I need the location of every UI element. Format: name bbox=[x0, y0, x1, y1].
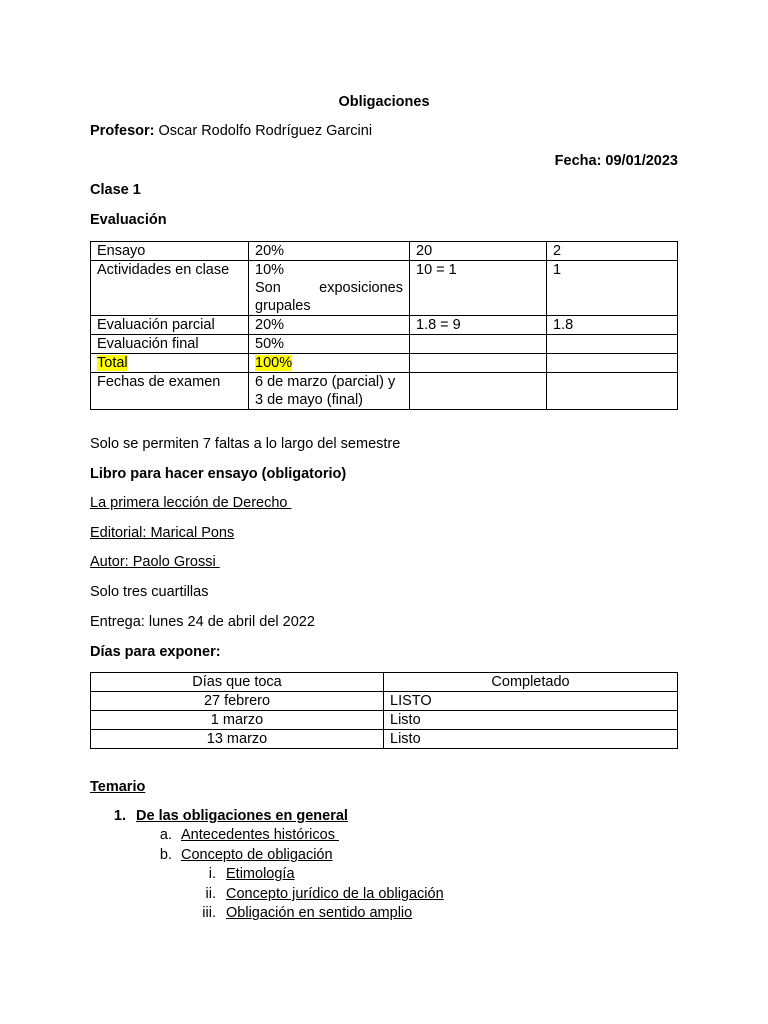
table-row bbox=[91, 335, 678, 354]
total-label: Total bbox=[97, 355, 128, 371]
evaluation-heading: Evaluación bbox=[90, 212, 167, 228]
list-item-text: Concepto de obligación bbox=[181, 847, 333, 863]
table-row bbox=[91, 354, 678, 373]
book-author: Autor: Paolo Grossi bbox=[90, 554, 220, 570]
table-cell: 6 de marzo (parcial) y 3 de mayo (final) bbox=[249, 373, 410, 410]
class-heading: Clase 1 bbox=[90, 182, 141, 198]
table-cell: 1 bbox=[547, 261, 678, 316]
table-cell: 1 marzo bbox=[91, 711, 384, 730]
table-cell: 27 febrero bbox=[91, 692, 384, 711]
list-item-text: Antecedentes históricos bbox=[181, 827, 339, 843]
table-cell bbox=[547, 335, 678, 354]
table-cell: 50% bbox=[249, 335, 410, 354]
table-cell: Listo bbox=[384, 730, 678, 749]
table-cell bbox=[91, 354, 249, 373]
list-marker: b. bbox=[159, 847, 172, 863]
table-cell: LISTO bbox=[384, 692, 678, 711]
table-cell bbox=[547, 354, 678, 373]
evaluation-table bbox=[90, 241, 678, 410]
table-cell: 10 = 1 bbox=[410, 261, 547, 316]
table-row bbox=[91, 316, 678, 335]
professor-line bbox=[90, 123, 372, 139]
table-row bbox=[91, 730, 678, 749]
cell-value: 10% bbox=[255, 262, 285, 278]
list-marker: iii. bbox=[202, 905, 216, 921]
book-heading: Libro para hacer ensayo (obligatorio) bbox=[90, 466, 347, 482]
presentations-table bbox=[90, 672, 678, 749]
list-marker: i. bbox=[208, 866, 216, 882]
table-cell bbox=[410, 335, 547, 354]
table-cell: Evaluación final bbox=[91, 335, 249, 354]
table-cell: Evaluación parcial bbox=[91, 316, 249, 335]
book-publisher: Editorial: Marical Pons bbox=[90, 525, 235, 541]
syllabus-heading: Temario bbox=[90, 779, 146, 795]
table-cell: 1.8 bbox=[547, 316, 678, 335]
table-cell bbox=[249, 354, 410, 373]
list-marker: 1. bbox=[113, 808, 126, 824]
list-item-text: Obligación en sentido amplio bbox=[226, 905, 413, 921]
date-line: Fecha: 09/01/2023 bbox=[554, 153, 678, 169]
table-cell: 13 marzo bbox=[91, 730, 384, 749]
table-cell bbox=[410, 354, 547, 373]
table-cell: 20% bbox=[249, 242, 410, 261]
list-item-text: Etimología bbox=[226, 866, 295, 882]
table-cell: Ensayo bbox=[91, 242, 249, 261]
table-header-cell: Días que toca bbox=[91, 673, 384, 692]
absences-note: Solo se permiten 7 faltas a lo largo del semestre bbox=[90, 436, 401, 452]
list-item-text: Concepto jurídico de la obligación bbox=[226, 886, 444, 902]
table-cell: 20 bbox=[410, 242, 547, 261]
cell-note: Son exposiciones grupales bbox=[255, 280, 403, 314]
table-header-row bbox=[91, 673, 678, 692]
table-cell: 1.8 = 9 bbox=[410, 316, 547, 335]
presentations-heading: Días para exponer: bbox=[90, 644, 221, 660]
professor-label: Profesor: bbox=[90, 123, 155, 139]
table-cell: Fechas de examen bbox=[91, 373, 249, 410]
table-row bbox=[91, 242, 678, 261]
list-marker: a. bbox=[159, 827, 172, 843]
table-cell: 2 bbox=[547, 242, 678, 261]
book-length: Solo tres cuartillas bbox=[90, 584, 209, 600]
document-title: Obligaciones bbox=[338, 94, 430, 110]
table-row bbox=[91, 711, 678, 730]
table-row bbox=[91, 261, 678, 316]
table-cell: 20% bbox=[249, 316, 410, 335]
table-header-cell: Completado bbox=[384, 673, 678, 692]
table-cell bbox=[547, 373, 678, 410]
book-title: La primera lección de Derecho bbox=[90, 495, 292, 511]
table-cell: Listo bbox=[384, 711, 678, 730]
list-marker: ii. bbox=[205, 886, 216, 902]
table-cell: Actividades en clase bbox=[91, 261, 249, 316]
book-delivery: Entrega: lunes 24 de abril del 2022 bbox=[90, 614, 315, 630]
table-row bbox=[91, 373, 678, 410]
professor-name: Oscar Rodolfo Rodríguez Garcini bbox=[158, 123, 373, 139]
list-item-text: De las obligaciones en general bbox=[136, 808, 348, 824]
table-cell bbox=[410, 373, 547, 410]
total-value: 100% bbox=[255, 355, 293, 371]
table-row bbox=[91, 692, 678, 711]
table-cell bbox=[249, 261, 410, 316]
